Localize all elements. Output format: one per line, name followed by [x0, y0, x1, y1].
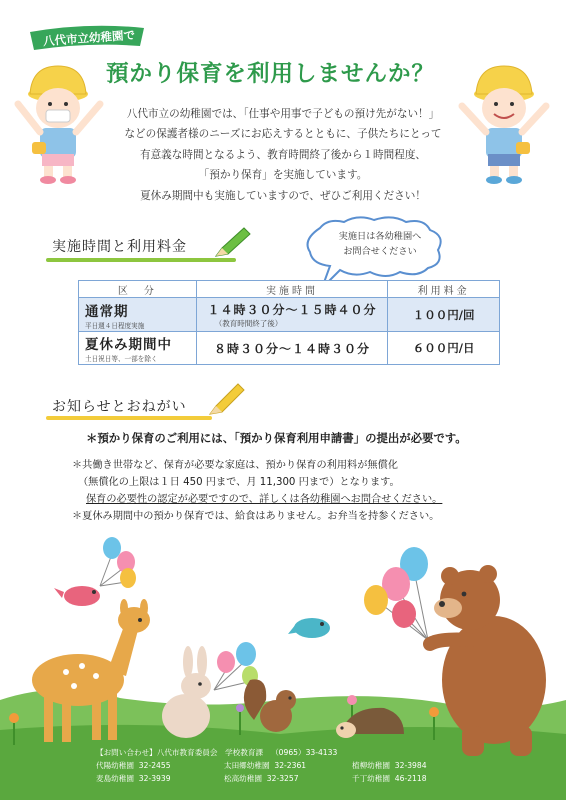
category-note: 平日週４日程度実施 [85, 321, 145, 330]
kindergarten-name: 麦島幼稚園 [96, 774, 134, 783]
time-range: １４時３０分～１５時４０分 [207, 302, 377, 317]
notices-heading-underline [46, 416, 212, 420]
category-name: 通常期 [85, 303, 129, 320]
notice-line: ＊夏休み期間中の預かり保育では、給食はありません。お弁当を持参ください。 [72, 511, 440, 522]
intro-text [100, 104, 466, 206]
rabbit-icon [162, 646, 211, 738]
notice-list [72, 457, 442, 525]
child-waving-icon [454, 58, 554, 186]
fee-cell: １００円/回 [388, 298, 500, 332]
column-header: 利用料金 [388, 281, 500, 298]
category-note: 土日祝日等、一部を除く [85, 355, 158, 363]
kindergarten-name: 千丁幼稚園 [352, 774, 390, 783]
kindergarten-phone: 46-2118 [394, 774, 427, 783]
child-waving-icon [10, 58, 106, 186]
intro-line: 夏休み期間中も実施していますので、ぜひご利用ください！ [140, 189, 426, 202]
fee-cell: ６００円/日 [388, 332, 500, 365]
bubble-line: お問合せください [343, 246, 417, 257]
kindergarten-phone: 32-2361 [274, 761, 307, 770]
time-cell [196, 298, 388, 332]
intro-line: などの保護者様のニーズにお応えするとともに、子供たちにとって [124, 128, 442, 141]
intro-line: 有意義な時間となるよう、教育時間終了後から１時間程度、 [139, 148, 427, 161]
fee-table [78, 280, 500, 365]
ribbon-text: 八代市立幼稚園で [42, 27, 136, 49]
notice-line: 保育の必要性の認定が必要ですので、詳しくは各幼稚園へお問合せください。 [86, 494, 443, 505]
notice-line: （無償化の上限は１日 450 円まで、月 11,300 円まで）となります。 [78, 477, 400, 488]
kindergarten-name: 植柳幼稚園 [352, 761, 390, 770]
bubble-text [321, 229, 439, 259]
time-cell [196, 332, 388, 365]
bird-icon [288, 618, 330, 638]
bubble-line: 実施日は各幼稚園へ [338, 231, 422, 242]
contact-block [96, 746, 536, 785]
kindergarten-row [96, 759, 536, 772]
kindergarten-name: 太田郷幼稚園 [224, 761, 270, 770]
contact-phone: （0965）33-4133 [271, 748, 338, 757]
kindergarten-name: 松高幼稚園 [224, 774, 262, 783]
category-cell [79, 298, 197, 332]
kindergarten-phone: 32-3939 [138, 774, 171, 783]
page-title: 預かり保育を利用しませんか？ [106, 61, 436, 87]
category-name: 夏休み期間中 [85, 337, 172, 353]
balloon-icon [364, 547, 428, 640]
schedule-heading: 実施時間と利用料金 [52, 239, 187, 255]
table-row [79, 298, 500, 332]
intro-line: 八代市立の幼稚園では、「仕事や用事で子どもの預け先がない！」 [126, 108, 440, 120]
schedule-heading-underline [46, 258, 236, 262]
table-row [79, 332, 500, 365]
contact-label: 【お問い合わせ】八代市教育委員会 学校教育課 [96, 748, 264, 757]
table-header-row [79, 281, 500, 298]
kindergarten-name: 代陽幼稚園 [96, 761, 134, 770]
notice-main: ＊預かり保育のご利用には、「預かり保育利用申請書」の提出が必要です。 [86, 431, 467, 445]
balloon-icon [100, 537, 136, 588]
time-note: （教育時間終了後） [214, 318, 283, 328]
column-header: 区 分 [79, 281, 197, 298]
contact-header [96, 746, 536, 759]
intro-line: 「預かり保育」を実施しています。 [198, 169, 368, 182]
pencil-icon [206, 380, 246, 418]
time-range: ８時３０分～１４時３０分 [213, 341, 370, 356]
column-header: 実施時間 [196, 281, 388, 298]
kindergarten-row [96, 772, 536, 785]
bird-icon [54, 586, 100, 606]
kindergarten-phone: 32-3984 [394, 761, 427, 770]
notice-line: ＊共働き世帯など、保育が必要な家庭は、預かり保育の利用料が無償化 [72, 460, 398, 471]
kindergarten-phone: 32-3257 [266, 774, 299, 783]
category-cell [79, 332, 197, 365]
kindergarten-phone: 32-2455 [138, 761, 171, 770]
pencil-icon [212, 226, 252, 260]
notices-heading: お知らせとおねがい [52, 399, 187, 415]
